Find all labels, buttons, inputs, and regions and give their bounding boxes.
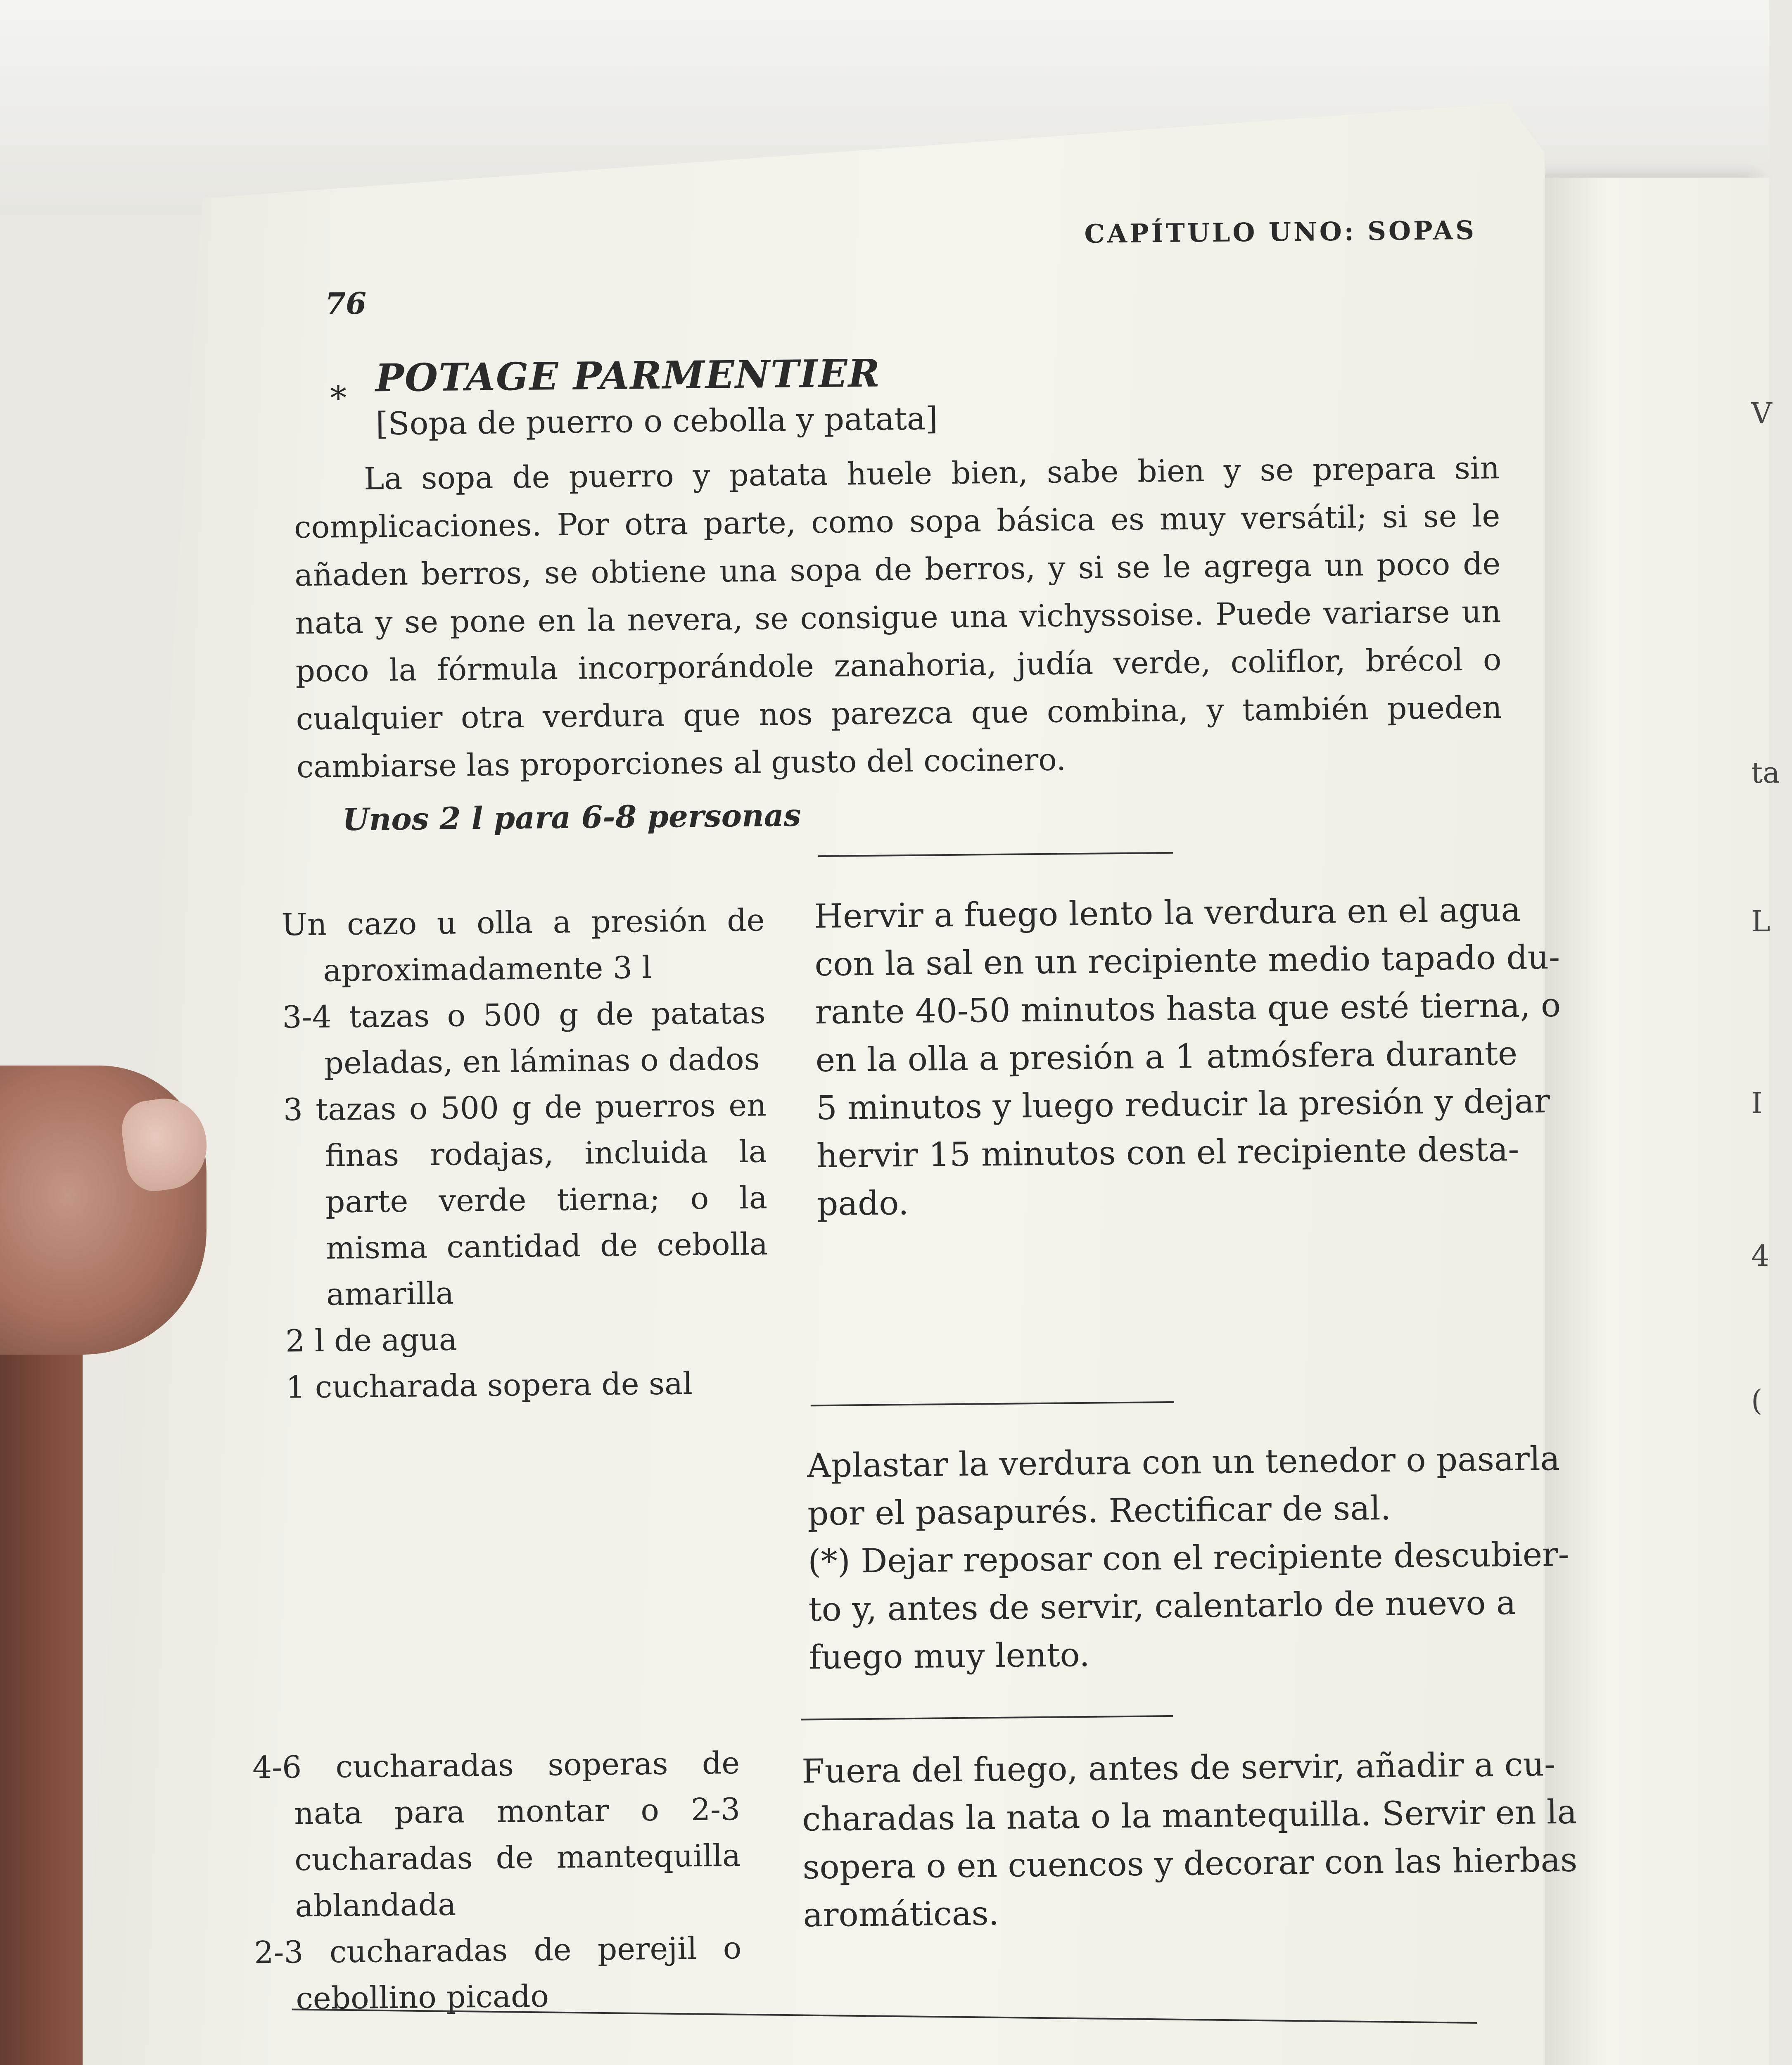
step-line: rante 40-50 minutos hasta que esté tierna, o [815,985,1561,1032]
step-line: con la sal en un recipiente medio tapado du- [814,938,1560,984]
step-line: Fuera del fuego, antes de servir, añadir a cu- [801,1745,1556,1791]
section-divider [811,1401,1174,1406]
steps-1 [814,886,1561,1228]
step-line: 5 minutos y luego reducir la presión y dejar [816,1082,1550,1127]
step-line: por el pasapurés. Rectificar de sal. [807,1488,1391,1533]
recipe-title: POTAGE PARMENTIER [375,351,881,401]
ingredient-list-2 [252,1740,742,2022]
section-divider [818,852,1173,857]
step-line: charadas la nata o la mantequilla. Servir en la [802,1792,1577,1839]
recipe-yield: Unos 2 l para 6-8 personas [342,798,801,838]
ingredient-item: 3 tazas o 500 g de puerros en finas rodajas, incluida la parte verde tierna; o la misma cantidad de cebolla amarilla [283,1087,768,1313]
chapter-header: CAPÍTULO UNO: SOPAS [1084,215,1477,249]
steps-2 [807,1435,1569,1682]
next-page-fragment: L [1751,904,1771,938]
steps-3 [801,1741,1578,1939]
step-line: fuego muy lento. [809,1635,1090,1677]
ingredient-item: 1 cucharada sopera de sal [285,1366,693,1405]
section-divider [801,1715,1173,1721]
ingredient-item: 3-4 tazas o 500 g de patatas peladas, en láminas o dados [282,995,766,1081]
hand [0,1239,83,2065]
ingredient-item: 2-3 cucharadas de perejil o cebollino picado [254,1930,742,2017]
next-page-fragment: ( [1751,1384,1763,1417]
ingredient-item: Un cazo u olla a presión de aproximadamente 3 l [281,902,765,989]
step-line: Hervir a fuego lento la verdura en el agua [814,890,1521,936]
next-page-fragment: I [1751,1086,1763,1120]
ingredient-item: 4-6 cucharadas soperas de nata para montar o 2-3 cucharadas de mantequilla ablandada [252,1745,741,1924]
next-page-fragment: V [1751,396,1772,430]
page-number: 76 [325,285,367,321]
step-line: sopera o en cuencos y decorar con las hierbas [802,1840,1578,1887]
step-line: hervir 15 minutos con el recipiente desta- [816,1130,1519,1175]
step-line: (*) Dejar reposar con el recipiente descubier- [807,1535,1569,1581]
next-page-fragment: ta [1751,756,1780,790]
step-line: aromáticas. [803,1894,999,1934]
step-line: en la olla a presión a 1 atmósfera durante [815,1034,1518,1080]
next-page-fragment: 4 [1751,1239,1770,1273]
ingredient-list-1 [281,897,769,1410]
recipe-intro: La sopa de puerro y patata huele bien, sabe bien y se prepara sin complicaciones. Por otra parte, como sopa básica es muy versátil; si se le añaden berros, se obtiene una sopa de berros, y si se le agrega un poco de nata y se pone en la nevera, se consigue una vichyssoise. Puede variarse un poco la fórmula incorporándole zanahoria, judía verde, coliflor, brécol o cualquier otra verdura que nos parezca que combina, y también pueden cambiarse las proporciones al gusto del cocinero. [294,450,1502,785]
recipe-marker: ⁎ [330,368,347,407]
step-line: Aplastar la verdura con un tenedor o pasarla [807,1439,1560,1485]
recipe-subtitle: [Sopa de puerro o cebolla y patata] [375,400,938,442]
step-line: pado. [816,1184,909,1223]
step-line: to y, antes de servir, calentarlo de nuevo a [808,1583,1517,1629]
ingredient-item: 2 l de agua [285,1322,458,1359]
